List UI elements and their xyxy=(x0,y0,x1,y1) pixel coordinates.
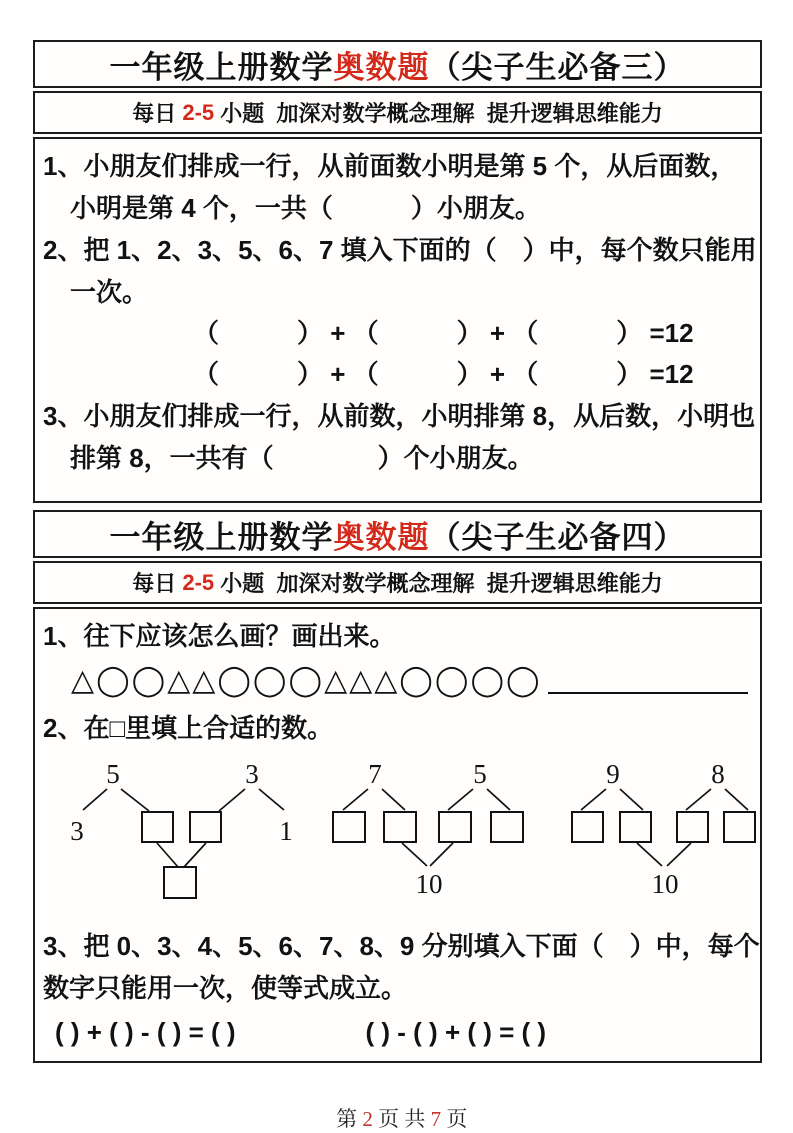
title-text-highlight: 奥数题 xyxy=(333,49,430,85)
title-text-right: （尖子生必备四） xyxy=(429,519,686,555)
footer-total-pages: 7 xyxy=(430,1107,442,1131)
bond1-box-bottom xyxy=(164,867,196,898)
section-2-title xyxy=(33,510,762,558)
footer-suffix: 页 xyxy=(441,1107,468,1131)
problem-2-line-1: 2、把 1、2、3、5、6、7 填入下面的（ ）中，每个数只能用 xyxy=(43,235,757,265)
bond1-left-leaf-number: 3 xyxy=(70,816,84,846)
title-text-left: 一年级上册数学 xyxy=(109,49,334,85)
bond2-box-1 xyxy=(333,812,365,842)
bond2-top-left-number: 7 xyxy=(368,759,382,789)
title-text-left: 一年级上册数学 xyxy=(109,519,334,555)
bond2-bottom-number: 10 xyxy=(415,869,443,899)
bond1-top-left-number: 5 xyxy=(106,759,120,789)
bond1-box-b xyxy=(190,812,221,842)
bond2-box-3 xyxy=(439,812,471,842)
bond3-box-1 xyxy=(572,812,603,842)
subtitle-text-highlight: 2-5 xyxy=(182,99,215,125)
subtitle-text-left: 每日 xyxy=(132,571,183,596)
bond1-right-leaf-number: 1 xyxy=(279,816,293,846)
footer-page-number: 2 xyxy=(362,1107,373,1131)
subtitle-text-right: 小题 加深对数学概念理解 提升逻辑思维能力 xyxy=(214,101,663,126)
problem-2-line-2: 一次。 xyxy=(70,277,149,307)
problem-1-line-1: 1、小朋友们排成一行，从前面数小明是第 5 个，从后面数， xyxy=(43,151,737,181)
section-2-subtitle xyxy=(33,561,762,604)
number-bond-2 xyxy=(333,759,523,899)
problem-3-line-2: 排第 8，一共有（ ）个小朋友。 xyxy=(70,443,534,473)
worksheet-page xyxy=(33,40,762,1063)
title-text-right: （尖子生必备三） xyxy=(429,49,686,85)
bond2-box-4 xyxy=(491,812,523,842)
answer-blank-line xyxy=(548,692,748,694)
footer-prefix: 第 xyxy=(336,1107,363,1131)
number-bond-diagrams xyxy=(43,753,756,911)
page-footer xyxy=(0,1078,793,1133)
problem-2-equation-1: （ ） + （ ） + （ ） =12 xyxy=(193,318,694,348)
subtitle-text-right: 小题 加深对数学概念理解 提升逻辑思维能力 xyxy=(214,571,663,596)
subtitle-text-left: 每日 xyxy=(132,101,183,126)
number-bond-3 xyxy=(572,759,755,899)
section-1-subtitle xyxy=(33,91,762,134)
section-2-problems xyxy=(33,607,762,1063)
problem-2-equation-2: （ ） + （ ） + （ ） =12 xyxy=(193,359,694,389)
bond1-top-right-number: 3 xyxy=(245,759,259,789)
bond2-top-right-number: 5 xyxy=(473,759,487,789)
bond3-box-4 xyxy=(724,812,755,842)
problem-3-line-1: 3、把 0、3、4、5、6、7、8、9 分别填入下面（ ）中，每个 xyxy=(43,931,760,961)
problem-1-line-2: 小明是第 4 个，一共（ ）小朋友。 xyxy=(70,193,541,223)
triangle-circle-pattern: △◯◯△△◯◯◯△△△◯◯◯◯ xyxy=(71,664,542,697)
problem-3 xyxy=(43,925,760,1009)
bond3-box-3 xyxy=(677,812,708,842)
equation-right: ( ) - ( ) + ( ) = ( ) xyxy=(365,1017,547,1047)
title-text-highlight: 奥数题 xyxy=(333,519,430,555)
footer-middle: 页 共 xyxy=(372,1107,431,1131)
section-1 xyxy=(33,40,762,503)
bond3-top-left-number: 9 xyxy=(606,759,620,789)
bond3-bottom-number: 10 xyxy=(651,869,679,899)
subtitle-text-highlight: 2-5 xyxy=(182,569,215,595)
problem-3-line-1: 3、小朋友们排成一行，从前数，小明排第 8，从后数，小明也 xyxy=(43,401,756,431)
section-1-title xyxy=(33,40,762,88)
number-bond-1 xyxy=(70,759,293,898)
bond3-box-2 xyxy=(620,812,651,842)
section-1-problems xyxy=(33,137,762,503)
problem-3-equations xyxy=(43,1011,752,1053)
problem-3-line-2: 数字只能用一次，使等式成立。 xyxy=(43,973,408,1003)
equation-left: ( ) + ( ) - ( ) = ( ) xyxy=(55,1017,236,1047)
bond2-box-2 xyxy=(384,812,416,842)
bond3-top-right-number: 8 xyxy=(711,759,725,789)
problem-1-line-1: 1、往下应该怎么画？画出来。 xyxy=(43,621,396,651)
bond1-box-a xyxy=(142,812,173,842)
section-2 xyxy=(33,510,762,1063)
shape-pattern-row xyxy=(43,657,752,701)
problem-2-line-1: 2、在□里填上合适的数。 xyxy=(43,713,334,743)
